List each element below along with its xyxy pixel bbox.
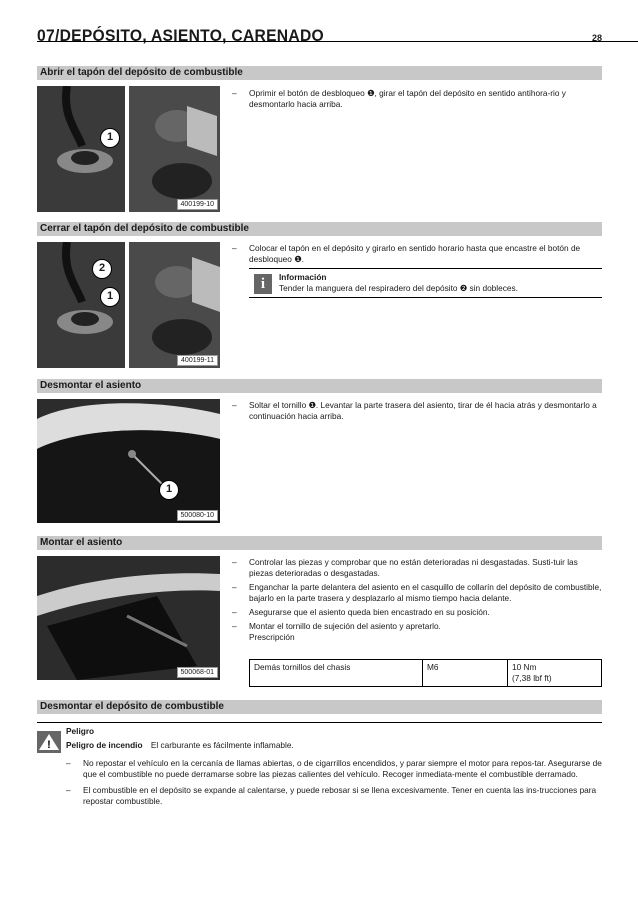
warning-box <box>37 722 602 806</box>
warning-line <box>66 740 294 750</box>
section-bar-install-seat: Montar el asiento <box>37 536 602 550</box>
photo-close-cap <box>37 242 220 368</box>
dash: – <box>232 243 237 253</box>
list-item <box>232 243 602 265</box>
photo-remove-seat <box>37 399 220 523</box>
list-item <box>232 582 602 604</box>
info-icon: i <box>254 274 272 294</box>
page-number: 28 <box>591 33 602 43</box>
list-item <box>66 785 602 807</box>
callout-1: 1 <box>159 480 179 500</box>
item-text: Oprimir el botón de desbloqueo ❶, girar el tapón del depósito en sentido antihora-rio y desmontarlo hacia arriba. <box>249 88 566 109</box>
prescription-label: Prescripción <box>249 632 295 642</box>
list-item <box>232 557 602 579</box>
dash: – <box>232 557 237 567</box>
item-text: Colocar el tapón en el depósito y girarlo en sentido horario hasta que encastre el botón de desbloqueo ❶. <box>249 243 581 264</box>
header-rule <box>37 41 638 42</box>
section-text-open-cap <box>232 88 602 113</box>
callout-1: 1 <box>100 128 120 148</box>
list-item <box>232 88 602 110</box>
table-row <box>250 660 602 687</box>
warning-sub: Peligro de incendio <box>66 740 143 750</box>
section-bar-close-cap: Cerrar el tapón del depósito de combustible <box>37 222 602 236</box>
item-text: Soltar el tornillo ❶. Levantar la parte trasera del asiento, tirar de él hacia atrás y desmontarlo a continuación hacia arriba. <box>249 400 597 421</box>
item-text: Asegurarse que el asiento queda bien encastrado en su posición. <box>249 607 490 617</box>
callout-2: 2 <box>92 259 112 279</box>
photo-install-seat <box>37 556 220 680</box>
dash: – <box>232 582 237 592</box>
item-text: Montar el tornillo de sujeción del asiento y apretarlo. <box>249 621 441 631</box>
dash: – <box>232 400 237 410</box>
item-text: No repostar el vehículo en la cercanía de llamas abiertas, o de cigarrillos encendidos, y parar siempre el motor para repos-tar. Asegurarse de que el combustible no puede derramarse sobre las piezas calientes del vehículo. Recoger inmediata-mente el combustible derramado. <box>83 758 602 779</box>
callout-1: 1 <box>100 287 120 307</box>
dash: – <box>232 621 237 631</box>
section-text-remove-seat <box>232 400 602 425</box>
list-item <box>232 607 602 618</box>
dash: – <box>66 785 71 795</box>
section-bar-remove-seat: Desmontar el asiento <box>37 379 602 393</box>
dash: – <box>66 758 71 768</box>
dash: – <box>232 607 237 617</box>
list-item <box>232 621 602 632</box>
figure-number: 500080-10 <box>177 510 218 521</box>
spec-torque <box>508 660 602 687</box>
torque-value: 10 Nm <box>512 662 537 672</box>
spec-name: Demás tornillos del chasis <box>250 660 423 687</box>
list-item <box>232 400 602 422</box>
spec-size: M6 <box>423 660 508 687</box>
list-item <box>66 758 602 780</box>
page-title: 07/DEPÓSITO, ASIENTO, CARENADO <box>37 26 324 45</box>
figure-number: 400199-10 <box>177 199 218 210</box>
info-title: Información <box>279 272 327 282</box>
warning-icon <box>37 731 61 753</box>
torque-imperial: (7,38 lbf ft) <box>512 673 552 683</box>
section-text-close-cap <box>232 243 602 268</box>
section-bar-open-cap: Abrir el tapón del depósito de combustible <box>37 66 602 80</box>
photo-open-cap <box>37 86 220 212</box>
item-text: Enganchar la parte delantera del asiento en el casquillo de collarín del depósito de combustible, bajarlo en la parte trasera y desplazarlo al mismo tiempo hacia delante. <box>249 582 602 603</box>
item-text: Controlar las piezas y comprobar que no están deterioradas ni desgastadas. Susti-tuir las piezas deterioradas o desgastadas. <box>249 557 578 578</box>
dash: – <box>232 88 237 98</box>
info-box <box>249 268 602 298</box>
figure-number: 500068-01 <box>177 667 218 678</box>
item-text: El combustible en el depósito se expande al calentarse, y puede rebosar si se llena excesivamente. Tener en cuenta las ins-trucciones para repostar combustible. <box>83 785 597 806</box>
warning-title: Peligro <box>66 726 95 736</box>
warning-glyph: ! <box>47 739 51 751</box>
spec-table <box>249 659 602 687</box>
section-bar-remove-tank: Desmontar el depósito de combustible <box>37 700 602 714</box>
info-text: Tender la manguera del respiradero del depósito ❷ sin dobleces. <box>279 283 518 293</box>
warning-text: El carburante es fácilmente inflamable. <box>150 740 294 750</box>
warning-list <box>66 758 602 810</box>
section-text-install-seat <box>232 557 602 643</box>
figure-number: 400199-11 <box>177 355 218 366</box>
